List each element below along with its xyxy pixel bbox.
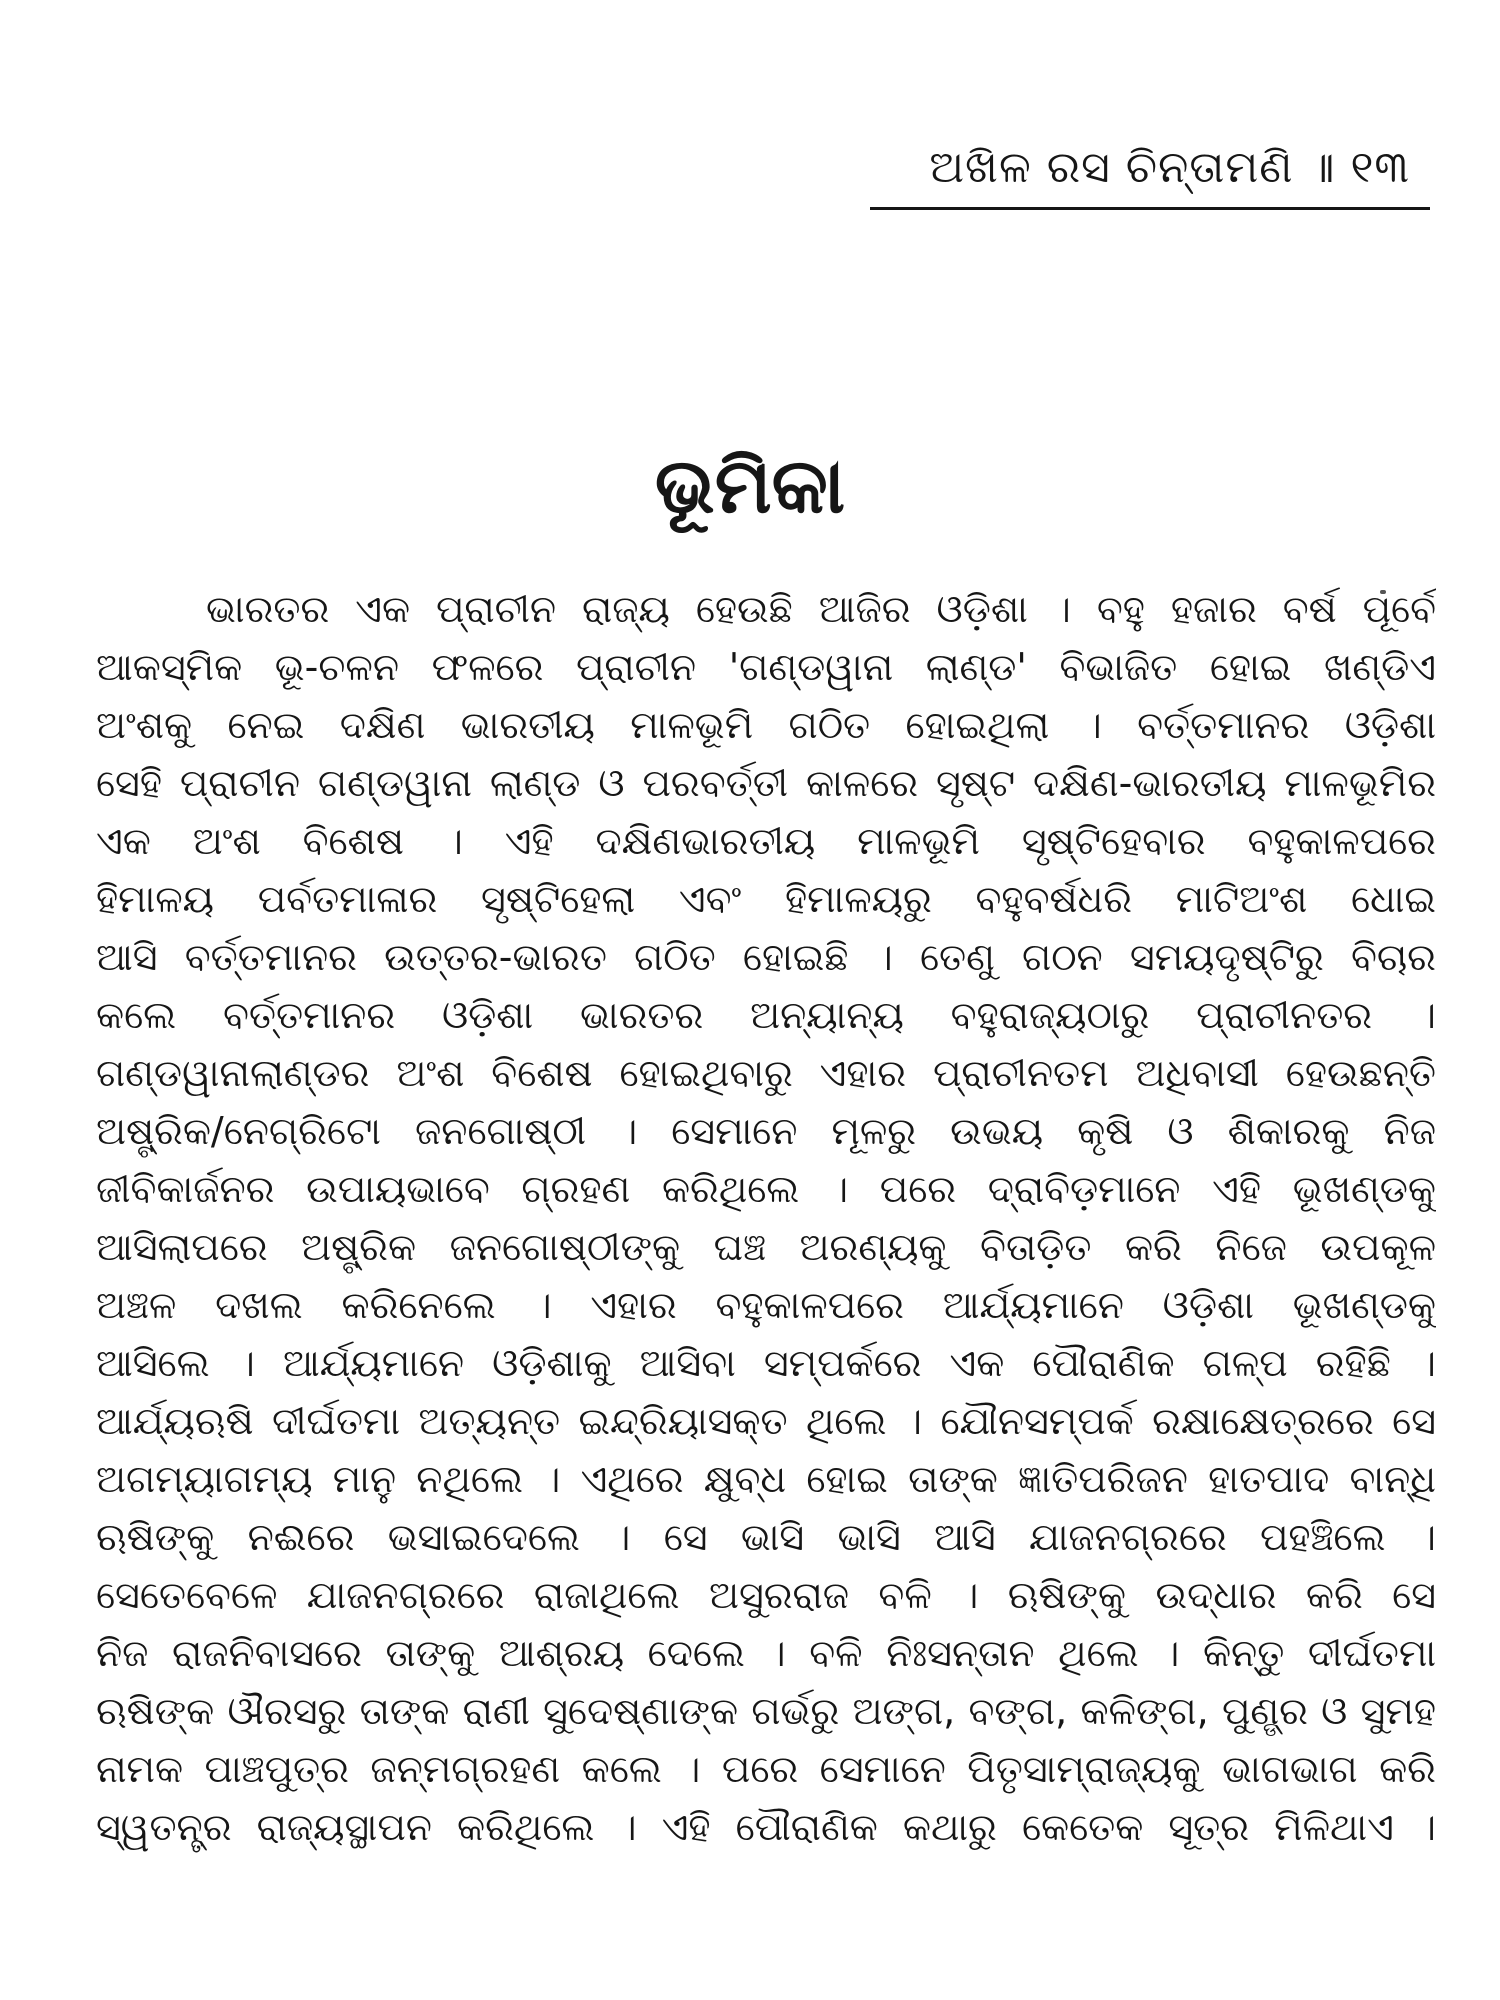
text-line: ଭାରତର ଏକ ପ୍ରାଚୀନ ରାଜ୍ୟ ହେଉଛି ଆଜିର ଓଡ଼ିଶା । ବହୁ ହଜାର ବର୍ଷ ପୂର୍ବେ xyxy=(206,587,1436,631)
text-line: ଅଞ୍ଚଳ ଦଖଲ କରିନେଲେ । ଏହାର ବହୁକାଳପରେ ଆର୍ଯ୍ୟମାନେ ଓଡ଼ିଶା ଭୂଖଣ୍ଡକୁ xyxy=(96,1283,1436,1327)
text-line: ଆକସ୍ମିକ ଭୂ-ଚଳନ ଫଳରେ ପ୍ରାଚୀନ 'ଗଣ୍ଡୱାନା ଲାଣ୍ଡ' ବିଭାଜିତ ହୋଇ ଖଣ୍ଡିଏ xyxy=(96,645,1436,689)
text-line: ସ୍ୱତନ୍ତ୍ର ରାଜ୍ୟସ୍ଥାପନ କରିଥିଲେ । ଏହି ପୌରାଣିକ କଥାରୁ କେତେକ ସୂତ୍ର ମିଳିଥାଏ । xyxy=(96,1805,1436,1849)
running-header-text: ଅଖିଳ ରସ ଚିନ୍ତାମଣି ॥ ୧୩ xyxy=(929,142,1410,193)
text-line: ଅଷ୍ଟ୍ରିକ/ନେଗ୍ରିଟୋ ଜନଗୋଷ୍ଠୀ । ସେମାନେ ମୂଳରୁ ଉଭୟ କୃଷି ଓ ଶିକାରକୁ ନିଜ xyxy=(96,1109,1436,1153)
text-line: ନିଜ ରାଜନିବାସରେ ତାଙ୍କୁ ଆଶ୍ରୟ ଦେଲେ । ବଳି ନିଃସନ୍ତାନ ଥିଲେ । କିନ୍ତୁ ଦୀର୍ଘତମା xyxy=(96,1631,1436,1675)
running-header xyxy=(870,140,1430,210)
text-line: ନାମକ ପାଞ୍ଚପୁତ୍ର ଜନ୍ମଗ୍ରହଣ କଲେ । ପରେ ସେମାନେ ପିତୃସାମ୍ରାଜ୍ୟକୁ ଭାଗଭାଗ କରି xyxy=(96,1747,1436,1791)
text-line: ହିମାଳୟ ପର୍ବତମାଳାର ସୃଷ୍ଟିହେଲା ଏବଂ ହିମାଳୟରୁ ବହୁବର୍ଷଧରି ମାଟିଅଂଶ ଧୋଇ xyxy=(96,877,1436,921)
text-line: ଏକ ଅଂଶ ବିଶେଷ । ଏହି ଦକ୍ଷିଣଭାରତୀୟ ମାଳଭୂମି ସୃଷ୍ଟିହେବାର ବହୁକାଳପରେ xyxy=(96,819,1436,863)
header-rule xyxy=(870,207,1430,210)
text-line: ଋଷିଙ୍କ ଔରସରୁ ତାଙ୍କ ରାଣୀ ସୁଦେଷ୍ଣାଙ୍କ ଗର୍ଭରୁ ଅଙ୍ଗ, ବଙ୍ଗ, କଳିଙ୍ଗ, ପୁଣ୍ଡ୍ର ଓ ସୁମହ xyxy=(96,1689,1436,1733)
text-line: ସେତେବେଳେ ଯାଜନଗ୍ରରେ ରାଜାଥିଲେ ଅସୁରରାଜ ବଳି । ଋଷିଙ୍କୁ ଉଦ୍ଧାର କରି ସେ xyxy=(96,1573,1436,1617)
text-line: ଅଂଶକୁ ନେଇ ଦକ୍ଷିଣ ଭାରତୀୟ ମାଳଭୂମି ଗଠିତ ହୋଇଥିଲା । ବର୍ତ୍ତମାନର ଓଡ଼ିଶା xyxy=(96,703,1436,747)
text-line: ଆସିଲେ । ଆର୍ଯ୍ୟମାନେ ଓଡ଼ିଶାକୁ ଆସିବା ସମ୍ପର୍କରେ ଏକ ପୌରାଣିକ ଗଳ୍ପ ରହିଛି । xyxy=(96,1341,1436,1385)
chapter-title: ଭୂମିକା xyxy=(654,441,846,530)
text-line: ଅଗମ୍ୟାଗମ୍ୟ ମାନୁ ନଥିଲେ । ଏଥିରେ କ୍ଷୁବ୍ଧ ହୋଇ ତାଙ୍କ ଜ୍ଞାତିପରିଜନ ହାତପାଦ ବାନ୍ଧି xyxy=(96,1457,1436,1501)
text-line: ଗଣ୍ଡୱାନାଲାଣ୍ଡର ଅଂଶ ବିଶେଷ ହୋଇଥିବାରୁ ଏହାର ପ୍ରାଚୀନତମ ଅଧିବାସୀ ହେଉଛନ୍ତି xyxy=(96,1051,1436,1095)
text-line: ସେହି ପ୍ରାଚୀନ ଗଣ୍ଡୱାନା ଲାଣ୍ଡ ଓ ପରବର୍ତ୍ତୀ କାଳରେ ସୃଷ୍ଟ ଦକ୍ଷିଣ-ଭାରତୀୟ ମାଳଭୂମିର xyxy=(96,761,1436,805)
text-line: ଋଷିଙ୍କୁ ନଈରେ ଭସାଇଦେଲେ । ସେ ଭାସି ଭାସି ଆସି ଯାଜନଗ୍ରରେ ପହଞ୍ଚିଲେ । xyxy=(96,1515,1436,1559)
text-line: ଆସି ବର୍ତ୍ତମାନର ଉତ୍ତର-ଭାରତ ଗଠିତ ହୋଇଛି । ତେଣୁ ଗଠନ ସମୟଦୃଷ୍ଟିରୁ ବିଚାର xyxy=(96,935,1436,979)
text-line: ଜୀବିକାର୍ଜନର ଉପାୟଭାବେ ଗ୍ରହଣ କରିଥିଲେ । ପରେ ଦ୍ରାବିଡ଼ମାନେ ଏହି ଭୂଖଣ୍ଡକୁ xyxy=(96,1167,1436,1211)
text-line: ଆର୍ଯ୍ୟଋଷି ଦୀର୍ଘତମା ଅତ୍ୟନ୍ତ ଇନ୍ଦ୍ରିୟାସକ୍ତ ଥିଲେ । ଯୌନସମ୍ପର୍କ ରକ୍ଷାକ୍ଷେତ୍ରରେ ସେ xyxy=(96,1399,1436,1443)
text-line: କଲେ ବର୍ତ୍ତମାନର ଓଡ଼ିଶା ଭାରତର ଅନ୍ୟାନ୍ୟ ବହୁରାଜ୍ୟଠାରୁ ପ୍ରାଚୀନତର । xyxy=(96,993,1436,1037)
text-line: ଆସିଲାପରେ ଅଷ୍ଟ୍ରିକ ଜନଗୋଷ୍ଠୀଙ୍କୁ ଘଞ୍ଚ ଅରଣ୍ୟକୁ ବିତାଡ଼ିତ କରି ନିଜେ ଉପକୂଳ xyxy=(96,1225,1436,1269)
body-paragraph xyxy=(96,580,1436,1980)
